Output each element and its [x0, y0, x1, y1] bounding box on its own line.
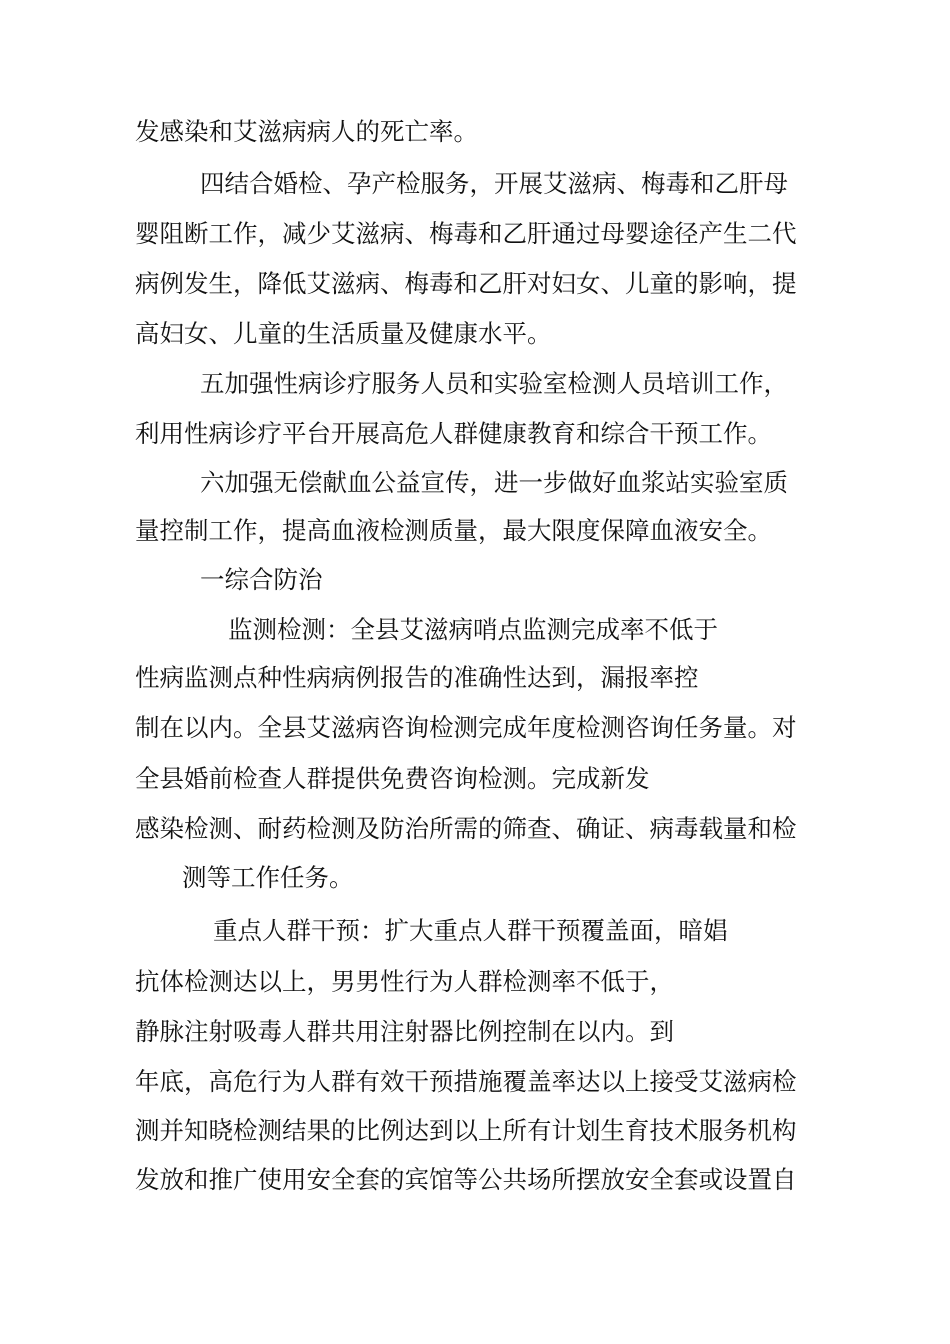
text-line: 发感染和艾滋病病人的死亡率。 — [135, 117, 478, 146]
text-line: 发放和推广使用安全套的宾馆等公共场所摆放安全套或设置自 — [135, 1165, 797, 1194]
text-line: 年底，高危行为人群有效干预措施覆盖率达以上接受艾滋病检 — [135, 1067, 797, 1096]
text-line: 测并知晓检测结果的比例达到以上所有计划生育技术服务机构 — [135, 1116, 797, 1145]
text-line: 高妇女、儿童的生活质量及健康水平。 — [135, 319, 552, 348]
text-line: 性病监测点种性病病例报告的准确性达到，漏报率控 — [135, 663, 699, 692]
text-line: 测等工作任务。 — [182, 863, 354, 892]
text-line: 监测检测：全县艾滋病哨点监测完成率不低于 — [228, 615, 718, 644]
text-line: 抗体检测达以上，男男性行为人群检测率不低于， — [135, 967, 674, 996]
text-line: 全县婚前检查人群提供免费咨询检测。完成新发 — [135, 764, 650, 793]
text-line: 静脉注射吸毒人群共用注射器比例控制在以内。到 — [135, 1017, 674, 1046]
text-line: 婴阻断工作，减少艾滋病、梅毒和乙肝通过母婴途径产生二代 — [135, 219, 797, 248]
text-line: 感染检测、耐药检测及防治所需的筛查、确证、病毒载量和检 — [135, 814, 797, 843]
text-line: 四结合婚检、孕产检服务，开展艾滋病、梅毒和乙肝母 — [200, 169, 788, 198]
text-line: 利用性病诊疗平台开展高危人群健康教育和综合干预工作。 — [135, 419, 772, 448]
section-heading: 一综合防治 — [200, 565, 323, 594]
text-line: 量控制工作，提高血液检测质量，最大限度保障血液安全。 — [135, 516, 772, 545]
text-line: 制在以内。全县艾滋病咨询检测完成年度检测咨询任务量。对 — [135, 713, 797, 742]
text-line: 六加强无偿献血公益宣传，进一步做好血浆站实验室质 — [200, 468, 788, 497]
text-line: 五加强性病诊疗服务人员和实验室检测人员培训工作， — [200, 369, 788, 398]
text-line: 病例发生，降低艾滋病、梅毒和乙肝对妇女、儿童的影响，提 — [135, 269, 797, 298]
text-line: 重点人群干预：扩大重点人群干预覆盖面，暗娼 — [213, 916, 728, 945]
